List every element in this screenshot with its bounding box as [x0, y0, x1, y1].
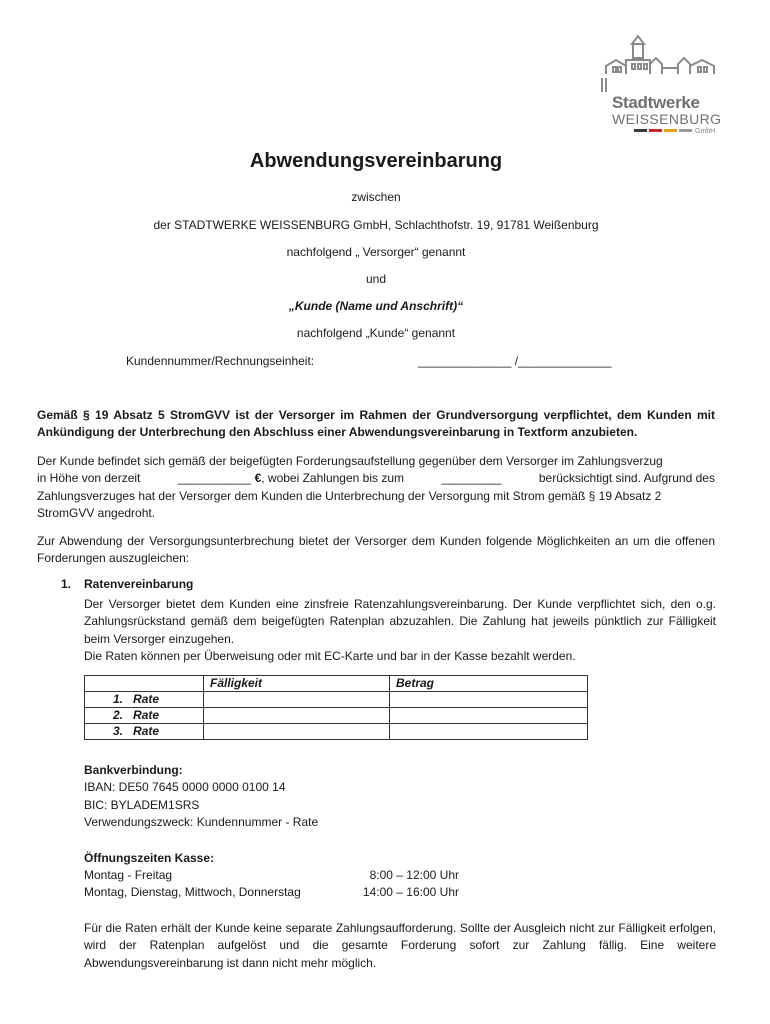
arrears-line4: StromGVV angedroht.: [37, 505, 156, 520]
logo-bar: [679, 129, 692, 132]
logo-suffix: GmbH: [695, 128, 716, 135]
closing-paragraph: Für die Raten erhält der Kunde keine separate Zahlungsaufforderung. Sollte der Ausgleich nicht zur Fälligkeit erfolgen, wird der Ratenplan aufgelöst und die gesamte Forderung sofort zur Zahlung fällig. Eine weitere Abwendungsvereinbarung ist dann nicht mehr möglich.: [84, 921, 716, 970]
section1-text: Der Versorger bietet dem Kunden eine zinsfreie Ratenzahlungsvereinbarung. Der Kunde verpflichtet sich, den o.g. Zahlungsrückstand gemäß dem beigefügten Ratenplan abzuzahlen. Die Zahlung hat jeweils pünktlich zur Fälligkeit beim Versorger einzugehen.: [84, 597, 716, 646]
table-row: [85, 708, 588, 724]
logo-name: Stadtwerke: [612, 93, 700, 112]
rate-amount-cell[interactable]: [390, 724, 588, 740]
rates-table: [84, 675, 588, 740]
date-blank: _________: [441, 471, 502, 486]
section1-heading: Ratenvereinbarung: [84, 577, 194, 591]
arrears-line2-c: berücksichtigt sind. Aufgrund des: [538, 471, 715, 486]
stadtwerke-logo: [598, 34, 723, 138]
rate-number: 3.: [113, 724, 124, 738]
amount-blank: ___________: [177, 471, 252, 486]
bank-iban: IBAN: DE50 7645 0000 0000 0100 14: [84, 780, 286, 794]
rate-due-cell[interactable]: [204, 724, 390, 740]
rate-text: Rate: [133, 708, 160, 722]
logo-bar: [649, 129, 662, 132]
document-title: Abwendungsvereinbarung: [249, 150, 503, 172]
rate-due-cell[interactable]: [204, 708, 390, 724]
hours-time-1: 8:00 – 12:00 Uhr: [369, 868, 459, 882]
section1-payment-methods: Die Raten können per Überweisung oder mit EC-Karte und bar in der Kasse bezahlt werden.: [84, 649, 576, 663]
arrears-line3: Zahlungsverzuges hat der Versorger dem Kunden die Unterbrechung der Versorgung mit Strom gemäß § 19 Absatz 2: [37, 488, 662, 503]
customer-number-label: Kundennummer/Rechnungseinheit:: [126, 354, 315, 368]
hours-heading: Öffnungszeiten Kasse:: [84, 851, 215, 865]
logo-bar: [664, 129, 677, 132]
rate-text: Rate: [133, 724, 160, 738]
rate-number: 1.: [113, 692, 124, 706]
rate-due-cell[interactable]: [204, 692, 390, 708]
table-row: [85, 724, 588, 740]
logo-color-bars: [634, 129, 692, 132]
rates-header-amount: Betrag: [390, 676, 588, 692]
hours-time-2: 14:00 – 16:00 Uhr: [362, 885, 459, 899]
logo-bar: [634, 129, 647, 132]
supplier-alias: nachfolgend „ Versorger“ genannt: [286, 245, 466, 259]
supplier-text: der STADTWERKE WEISSENBURG GmbH, Schlachthofstr. 19, 91781 Weißenburg: [153, 218, 599, 232]
bank-bic: BIC: BYLADEM1SRS: [84, 798, 200, 812]
section1-number: 1.: [61, 577, 72, 591]
customer-placeholder: „Kunde (Name und Anschrift)“: [288, 299, 464, 313]
arrears-paragraph: [37, 453, 715, 522]
rate-amount-cell[interactable]: [390, 708, 588, 724]
arrears-line2: [37, 470, 715, 487]
rate-label: [85, 692, 204, 708]
customer-number-blank: ______________ /______________: [418, 354, 612, 368]
rate-amount-cell[interactable]: [390, 692, 588, 708]
table-row: [85, 692, 588, 708]
and-text: und: [365, 272, 387, 286]
customer-alias: nachfolgend „Kunde“ genannt: [296, 326, 456, 340]
castle-icon: [598, 34, 723, 96]
rate-text: Rate: [133, 692, 160, 706]
bank-purpose: Verwendungszweck: Kundennummer - Rate: [84, 815, 319, 829]
arrears-line2-b: , wobei Zahlungen bis zum: [261, 471, 404, 486]
euro-sign: €: [254, 471, 262, 486]
bank-heading: Bankverbindung:: [84, 763, 183, 777]
rate-label: [85, 724, 204, 740]
logo-city: WEISSENBURG: [612, 111, 722, 127]
rates-header-row: [85, 676, 588, 692]
rates-header-empty: [85, 676, 204, 692]
arrears-line2-a: in Höhe von derzeit: [37, 471, 141, 486]
hours-days-2: Montag, Dienstag, Mittwoch, Donnerstag: [84, 885, 301, 899]
rates-header-due: Fälligkeit: [204, 676, 390, 692]
between-text: zwischen: [351, 190, 401, 204]
rate-label: [85, 708, 204, 724]
options-intro: Zur Abwendung der Versorgungsunterbrechung bietet der Versorger dem Kunden folgende Möglichkeiten an um die offenen Forderungen auszugleichen:: [37, 534, 715, 566]
hours-days-1: Montag - Freitag: [84, 868, 173, 882]
legal-intro: Gemäß § 19 Absatz 5 StromGVV ist der Versorger im Rahmen der Grundversorgung verpflichtet, dem Kunden mit Ankündigung der Unterbrechung den Abschluss einer Abwendungsvereinbarung in Textform anzubieten.: [37, 408, 715, 440]
rate-number: 2.: [113, 708, 124, 722]
arrears-line1: Der Kunde befindet sich gemäß der beigefügten Forderungsaufstellung gegenüber dem Versorger im Zahlungsverzug: [37, 454, 663, 468]
